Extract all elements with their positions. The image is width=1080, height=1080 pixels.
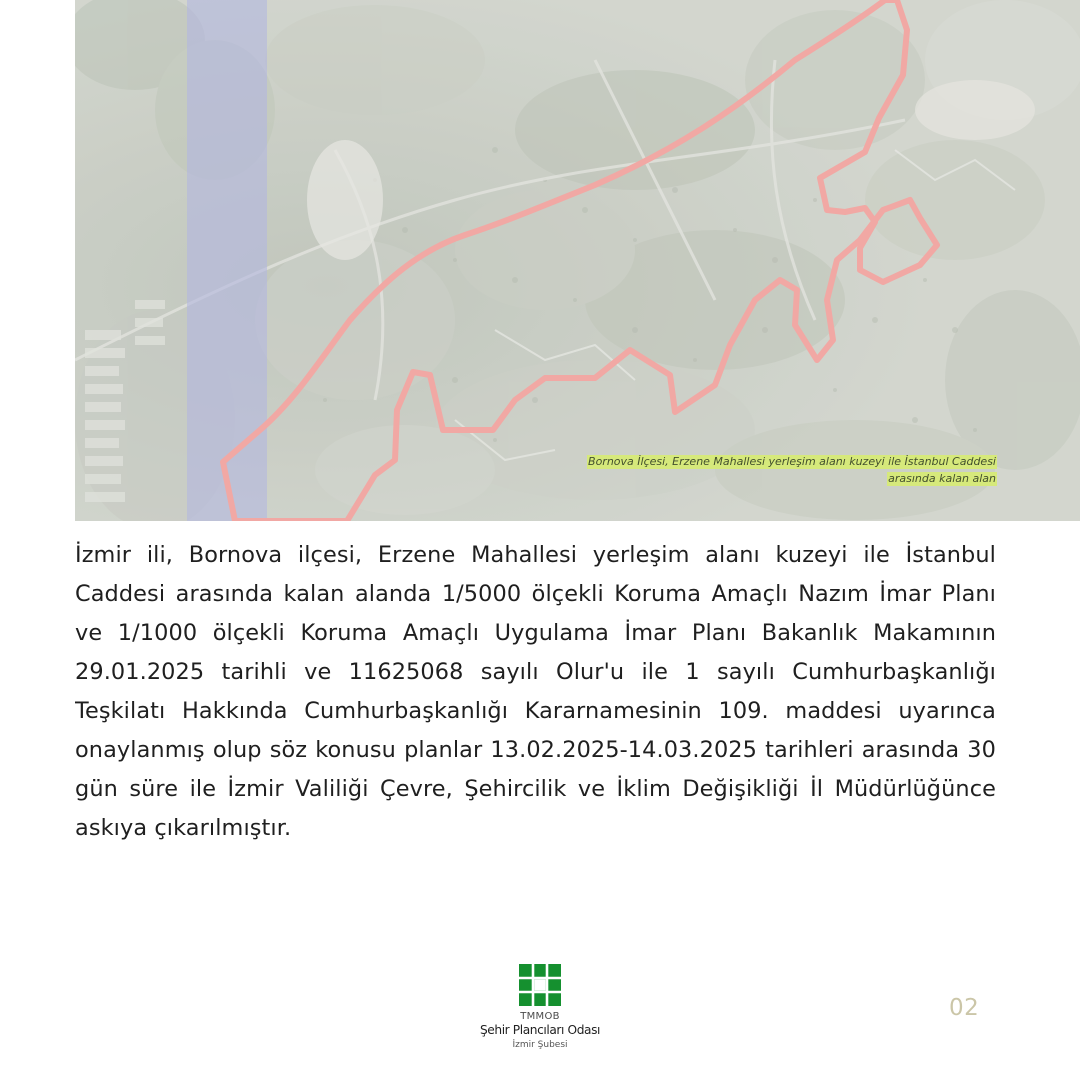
satellite-map [75, 0, 1080, 521]
announcement-paragraph: İzmir ili, Bornova ilçesi, Erzene Mahallesi yerleşim alanı kuzeyi ile İstanbul Caddesi arasında kalan alanda 1/5000 ölçekli Koruma Amaçlı Nazım İmar Planı ve 1/1000 ölçekli Koruma Amaçlı Uygulama İmar Planı Bakanlık Makamının 29.01.2025 tarihli ve 11625068 sayılı Olur'u ile 1 sayılı Cumhurbaşkanlığı Teşkilatı Hakkında Cumhurbaşkanlığı Kararnamesinin 109. maddesi uyarınca onaylanmış olup söz konusu planlar 13.02.2025-14.03.2025 tarihleri arasında 30 gün süre ile İzmir Valiliği Çevre, Şehircilik ve İklim Değişikliği İl Müdürlüğünce askıya çıkarılmıştır. [75, 542, 996, 841]
satellite-map-image [75, 0, 1080, 521]
tmmob-grid-logo-icon [519, 964, 561, 1006]
map-caption-text: Bornova İlçesi, Erzene Mahallesi yerleşim alanı kuzeyi ile İstanbul Caddesi arasında kalan alan [588, 455, 996, 485]
map-caption [559, 453, 997, 487]
organization-logo [459, 964, 619, 1064]
page-number: 02 [949, 995, 980, 1021]
logo-organization-name: Şehir Plancıları Odası [479, 1023, 601, 1037]
logo-branch: İzmir Şubesi [512, 1040, 568, 1050]
logo-acronym: TMMOB [520, 1011, 560, 1022]
